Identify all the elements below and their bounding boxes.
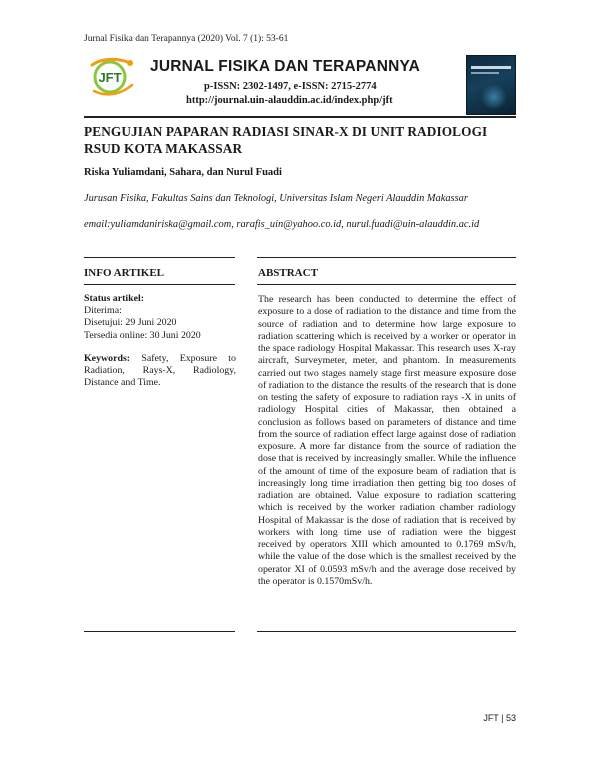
keywords-label: Keywords: (84, 352, 131, 364)
author-emails: email:yuliamdaniriska@gmail.com, rarafis_uin@yahoo.co.id, nurul.fuadi@uin-alauddin.ac.id (84, 219, 480, 230)
approved-date: Disetujui: 29 Juni 2020 (84, 317, 177, 329)
received-date: Diterima: (84, 305, 122, 317)
abstract-top-rule (257, 257, 516, 258)
info-heading: INFO ARTIKEL (84, 267, 164, 279)
issn: p-ISSN: 2302-1497, e-ISSN: 2715-2774 (204, 81, 377, 92)
cover-graphic (481, 84, 507, 110)
info-bottom-rule (84, 631, 235, 632)
online-date: Tersedia online: 30 Juni 2020 (84, 329, 201, 341)
abstract-text: The research has been conducted to determine the effect of exposure to a dose of radiation to the distance and time from the source of radiation and to determine how large exposure to radiation scattering which is received by a worker or operator in the space radiology Hospital Makassar. This research uses X-ray aircraft, Surveymeter, meter, and phantom. In measurements carried out two stages namely stage first measure exposure dose of radiation to the distance the results of the research that is done on testing the safety of exposure to radiation rays -X in units of radiology Hospital cities of Makassar, then obtained a conclusion as follows based on parameters of distance and time from the source of radiation effect large against dose of radiation exposure. A more far distance from the source of radiation the dose that is received by increasingly smaller. While the influence of the amount of time of the exposure beam of radiation that is increasingly long time irradiation then getting big too doses of radiation are obtained. Value exposure to radiation scattering which is received by the worker radiation chamber radiology Hospital of Makassar is the dose of radiation that is received by workers with long time use of radiation were the biggest received by operators XIII which amounted to 0.1769 mSv/h, while the value of the dose which is the smallest received by the operator XI of 0.0593 mSv/h and the average dose received by the operator is 0.1570mSv/h. (258, 294, 516, 587)
paper-title: PENGUJIAN PAPARAN RADIASI SINAR-X DI UNIT RADIOLOGI RSUD KOTA MAKASSAR (84, 124, 488, 156)
journal-title: JURNAL FISIKA DAN TERAPANNYA (150, 58, 420, 75)
authors: Riska Yuliamdani, Sahara, dan Nurul Fuadi (84, 167, 282, 178)
affiliation: Jurusan Fisika, Fakultas Sains dan Teknologi, Universitas Islam Negeri Alauddin Makassar (84, 193, 468, 204)
cover-subtitle-band (471, 72, 499, 74)
page-number: JFT | 53 (483, 713, 516, 723)
status-label: Status artikel: (84, 293, 145, 304)
journal-cover-image (466, 55, 516, 115)
journal-url[interactable]: http://journal.uin-alauddin.ac.id/index.php/jft (186, 95, 393, 106)
abstract-heading-rule (257, 284, 516, 285)
logo-text: JFT (98, 70, 122, 85)
keywords-list: Safety, Exposure to Radiation, Rays-X, Radiology, Distance and Time. (84, 352, 236, 389)
header-divider (84, 116, 516, 118)
article-info (84, 293, 236, 389)
info-top-rule (84, 257, 235, 258)
running-head: Jurnal Fisika dan Terapannya (2020) Vol. 7 (1): 53-61 (84, 34, 289, 44)
cover-title-band (471, 66, 511, 69)
abstract-heading: ABSTRACT (258, 267, 318, 279)
journal-logo (86, 55, 138, 97)
info-heading-rule (84, 284, 235, 285)
abstract-bottom-rule (257, 631, 516, 632)
keywords (84, 353, 236, 390)
